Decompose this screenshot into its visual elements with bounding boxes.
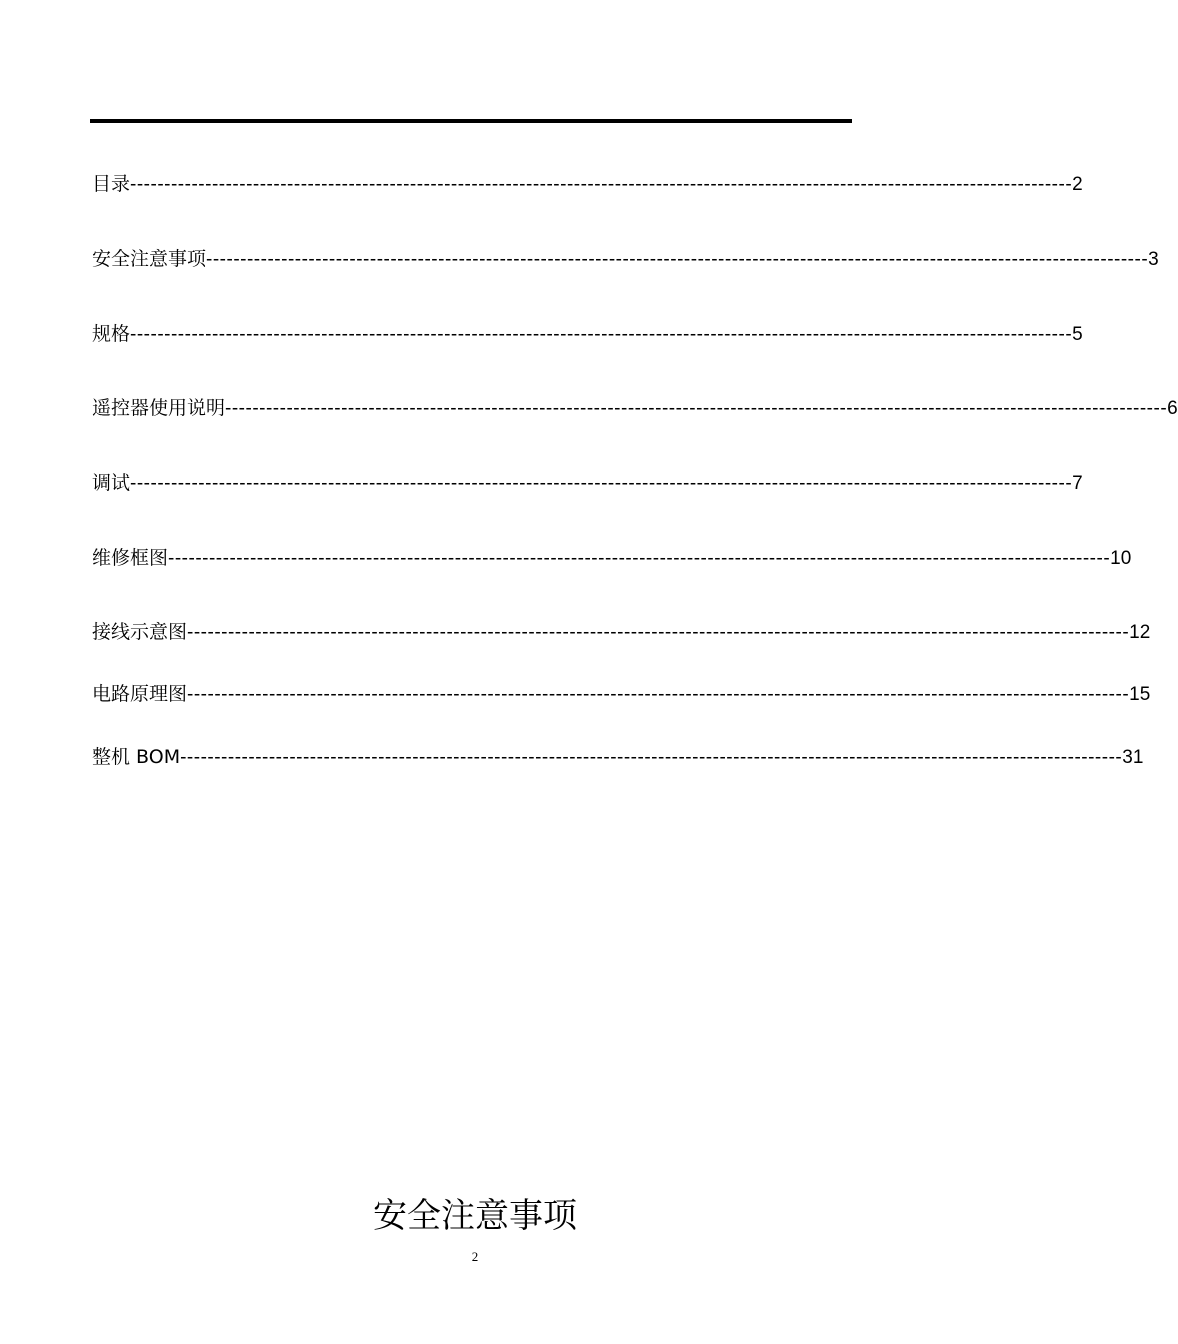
- toc-entry-page: 2: [1072, 174, 1083, 195]
- toc-leader-dots: ------------------------------------------------------------------------------------------------------------------------------------------: [130, 473, 1073, 494]
- toc-entry-adjustment[interactable]: [92, 470, 1083, 496]
- toc-entry-label: 接线示意图: [92, 621, 188, 643]
- toc-entry-label: 规格: [92, 323, 131, 345]
- toc-leader-dots: ------------------------------------------------------------------------------------------------------------------------------------------: [187, 684, 1130, 705]
- toc-entry-page: 15: [1129, 684, 1151, 705]
- toc-entry-page: 6: [1167, 398, 1178, 419]
- toc-entry-label: 电路原理图: [92, 683, 188, 705]
- page-number: 2: [471, 1249, 479, 1264]
- toc-leader-dots: ------------------------------------------------------------------------------------------------------------------------------------------: [130, 174, 1073, 195]
- toc-leader-dots: ------------------------------------------------------------------------------------------------------------------------------------------: [130, 324, 1073, 345]
- toc-entry-schematic[interactable]: [92, 681, 1151, 707]
- toc-entry-bom[interactable]: [92, 744, 1144, 770]
- section-heading: 安全注意事项: [373, 1196, 577, 1236]
- toc-leader-dots: ------------------------------------------------------------------------------------------------------------------------------------------: [180, 747, 1123, 768]
- toc-leader-dots: ------------------------------------------------------------------------------------------------------------------------------------------: [168, 548, 1111, 569]
- toc-entry-remote-control[interactable]: [92, 395, 1178, 421]
- toc-leader-dots: ------------------------------------------------------------------------------------------------------------------------------------------: [225, 398, 1168, 419]
- toc-entry-contents[interactable]: [92, 171, 1083, 197]
- toc-entry-label: 安全注意事项: [92, 248, 207, 270]
- toc-entry-label: 目录: [92, 173, 131, 195]
- toc-entry-label: 调试: [92, 472, 131, 494]
- toc-entry-page: 3: [1148, 249, 1159, 270]
- toc-entry-page: 5: [1072, 324, 1083, 345]
- toc-entry-page: 12: [1129, 622, 1151, 643]
- toc-leader-dots: ------------------------------------------------------------------------------------------------------------------------------------------: [206, 249, 1149, 270]
- toc-entry-page: 31: [1122, 747, 1144, 768]
- toc-leader-dots: ------------------------------------------------------------------------------------------------------------------------------------------: [187, 622, 1130, 643]
- toc-entry-repair-block-diagram[interactable]: [92, 545, 1132, 571]
- toc-entry-wiring-diagram[interactable]: [92, 619, 1151, 645]
- toc-entry-page: 10: [1110, 548, 1132, 569]
- toc-entry-label: 遥控器使用说明: [92, 397, 226, 419]
- toc-entry-page: 7: [1072, 473, 1083, 494]
- toc-entry-specifications[interactable]: [92, 321, 1083, 347]
- toc-entry-label: 整机 BOM: [92, 746, 181, 768]
- toc-entry-label: 维修框图: [92, 547, 169, 569]
- toc-entry-safety[interactable]: [92, 246, 1159, 272]
